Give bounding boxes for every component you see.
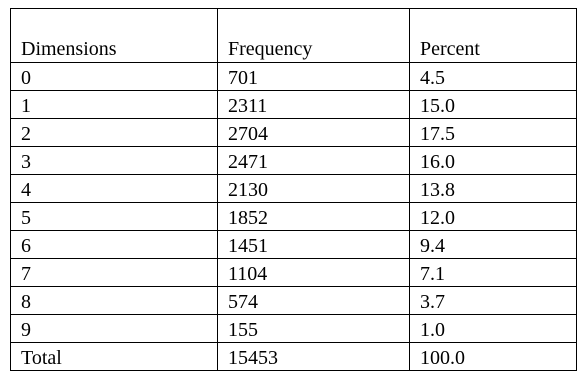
header-percent: Percent bbox=[410, 9, 577, 63]
table-row bbox=[11, 91, 577, 119]
table-row bbox=[11, 147, 577, 175]
percent-cell: 3.7 bbox=[410, 287, 577, 315]
frequency-cell: 574 bbox=[218, 287, 410, 315]
percent-cell: 9.4 bbox=[410, 231, 577, 259]
percent-cell: 13.8 bbox=[410, 175, 577, 203]
frequency-cell: 1852 bbox=[218, 203, 410, 231]
dimensions-cell: 9 bbox=[11, 315, 218, 343]
dimensions-cell: 4 bbox=[11, 175, 218, 203]
percent-cell: 16.0 bbox=[410, 147, 577, 175]
table-body bbox=[11, 63, 577, 371]
table-row bbox=[11, 175, 577, 203]
table-row bbox=[11, 315, 577, 343]
table-header bbox=[11, 9, 577, 63]
table-row bbox=[11, 119, 577, 147]
dimensions-cell: 1 bbox=[11, 91, 218, 119]
frequency-cell: 2704 bbox=[218, 119, 410, 147]
frequency-cell: 701 bbox=[218, 63, 410, 91]
percent-cell: 7.1 bbox=[410, 259, 577, 287]
frequency-cell: 2130 bbox=[218, 175, 410, 203]
frequency-cell: 1104 bbox=[218, 259, 410, 287]
dimensions-cell: 8 bbox=[11, 287, 218, 315]
dimensions-cell: 7 bbox=[11, 259, 218, 287]
header-frequency: Frequency bbox=[218, 9, 410, 63]
percent-cell: 4.5 bbox=[410, 63, 577, 91]
dimensions-cell: 6 bbox=[11, 231, 218, 259]
header-dimensions: Dimensions bbox=[11, 9, 218, 63]
table-row bbox=[11, 203, 577, 231]
percent-cell: 17.5 bbox=[410, 119, 577, 147]
dimensions-cell: 3 bbox=[11, 147, 218, 175]
table-row bbox=[11, 231, 577, 259]
frequency-cell: 2471 bbox=[218, 147, 410, 175]
dimensions-cell: 0 bbox=[11, 63, 218, 91]
dimensions-cell: 2 bbox=[11, 119, 218, 147]
frequency-table bbox=[10, 8, 577, 371]
frequency-cell: 1451 bbox=[218, 231, 410, 259]
percent-cell: 12.0 bbox=[410, 203, 577, 231]
table-row bbox=[11, 287, 577, 315]
frequency-cell: 2311 bbox=[218, 91, 410, 119]
percent-cell: 15.0 bbox=[410, 91, 577, 119]
frequency-cell: 155 bbox=[218, 315, 410, 343]
percent-cell: 100.0 bbox=[410, 343, 577, 371]
frequency-cell: 15453 bbox=[218, 343, 410, 371]
dimensions-cell: Total bbox=[11, 343, 218, 371]
dimensions-cell: 5 bbox=[11, 203, 218, 231]
table-row bbox=[11, 259, 577, 287]
header-row bbox=[11, 9, 577, 63]
total-row bbox=[11, 343, 577, 371]
percent-cell: 1.0 bbox=[410, 315, 577, 343]
table-row bbox=[11, 63, 577, 91]
